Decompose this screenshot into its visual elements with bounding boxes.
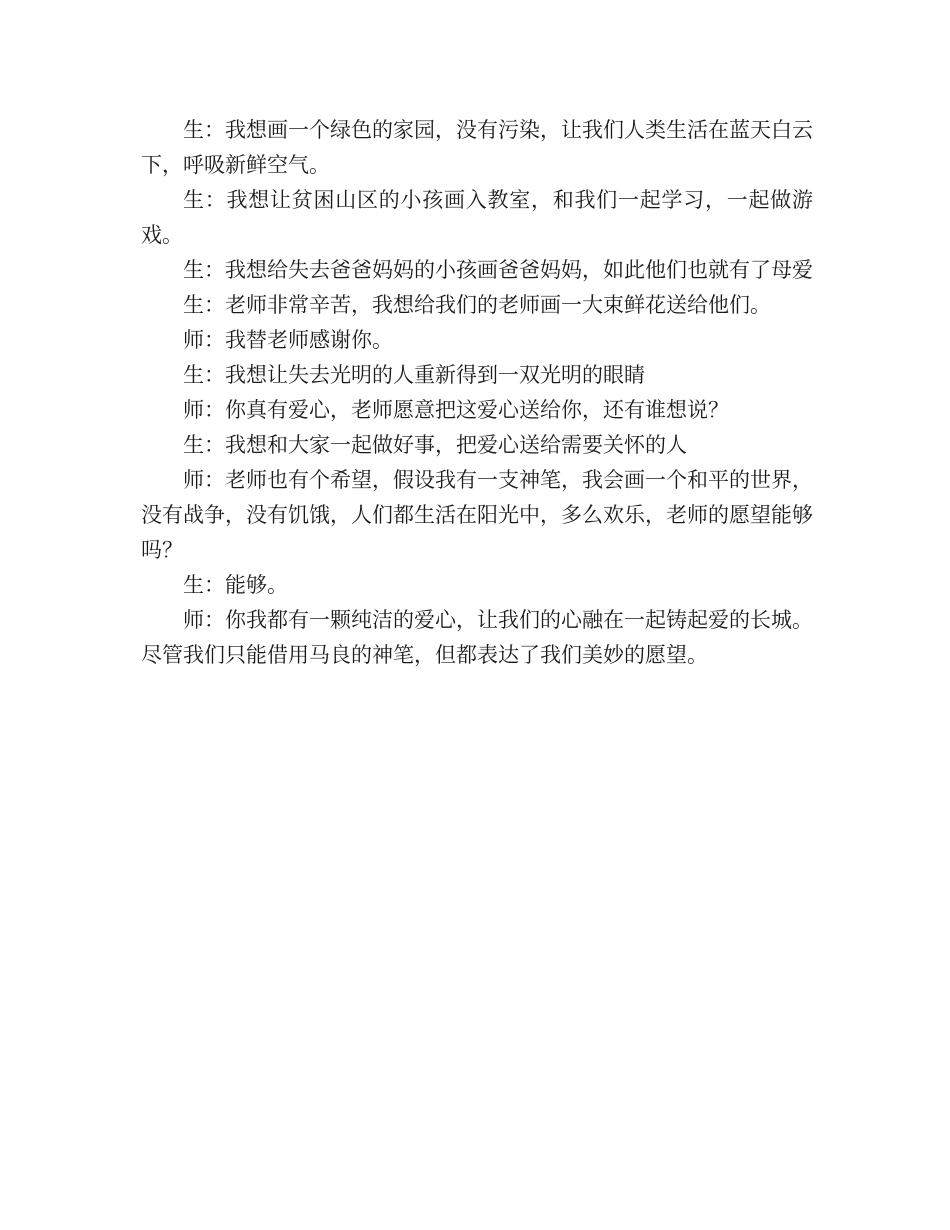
paragraph: 生：能够。	[183, 573, 288, 597]
paragraph: 生：我想给失去爸爸妈妈的小孩画爸爸妈妈，如此他们也就有了母爱	[183, 258, 813, 282]
paragraph: 师：老师也有个希望，假设我有一支神笔，我会画一个和平的世界，没有战争，没有饥饿，人们都生活在阳光中，多么欢乐，老师的愿望能够吗？	[141, 468, 813, 562]
paragraph: 生：我想和大家一起做好事，把爱心送给需要关怀的人	[183, 433, 687, 457]
paragraph: 师：你真有爱心，老师愿意把这爱心送给你，还有谁想说？	[183, 398, 729, 422]
paragraph: 师：你我都有一颗纯洁的爱心，让我们的心融在一起铸起爱的长城。尽管我们只能借用马良的神笔，但都表达了我们美妙的愿望。	[141, 608, 813, 667]
paragraph: 师：我替老师感谢你。	[183, 328, 393, 352]
paragraph: 生：我想让失去光明的人重新得到一双光明的眼睛	[183, 363, 645, 387]
document-body	[141, 113, 813, 673]
paragraph: 生：老师非常辛苦，我想给我们的老师画一大束鲜花送给他们。	[183, 293, 771, 317]
paragraph: 生：我想让贫困山区的小孩画入教室，和我们一起学习，一起做游戏。	[141, 188, 813, 247]
paragraph: 生：我想画一个绿色的家园，没有污染，让我们人类生活在蓝天白云下，呼吸新鲜空气。	[141, 118, 813, 177]
